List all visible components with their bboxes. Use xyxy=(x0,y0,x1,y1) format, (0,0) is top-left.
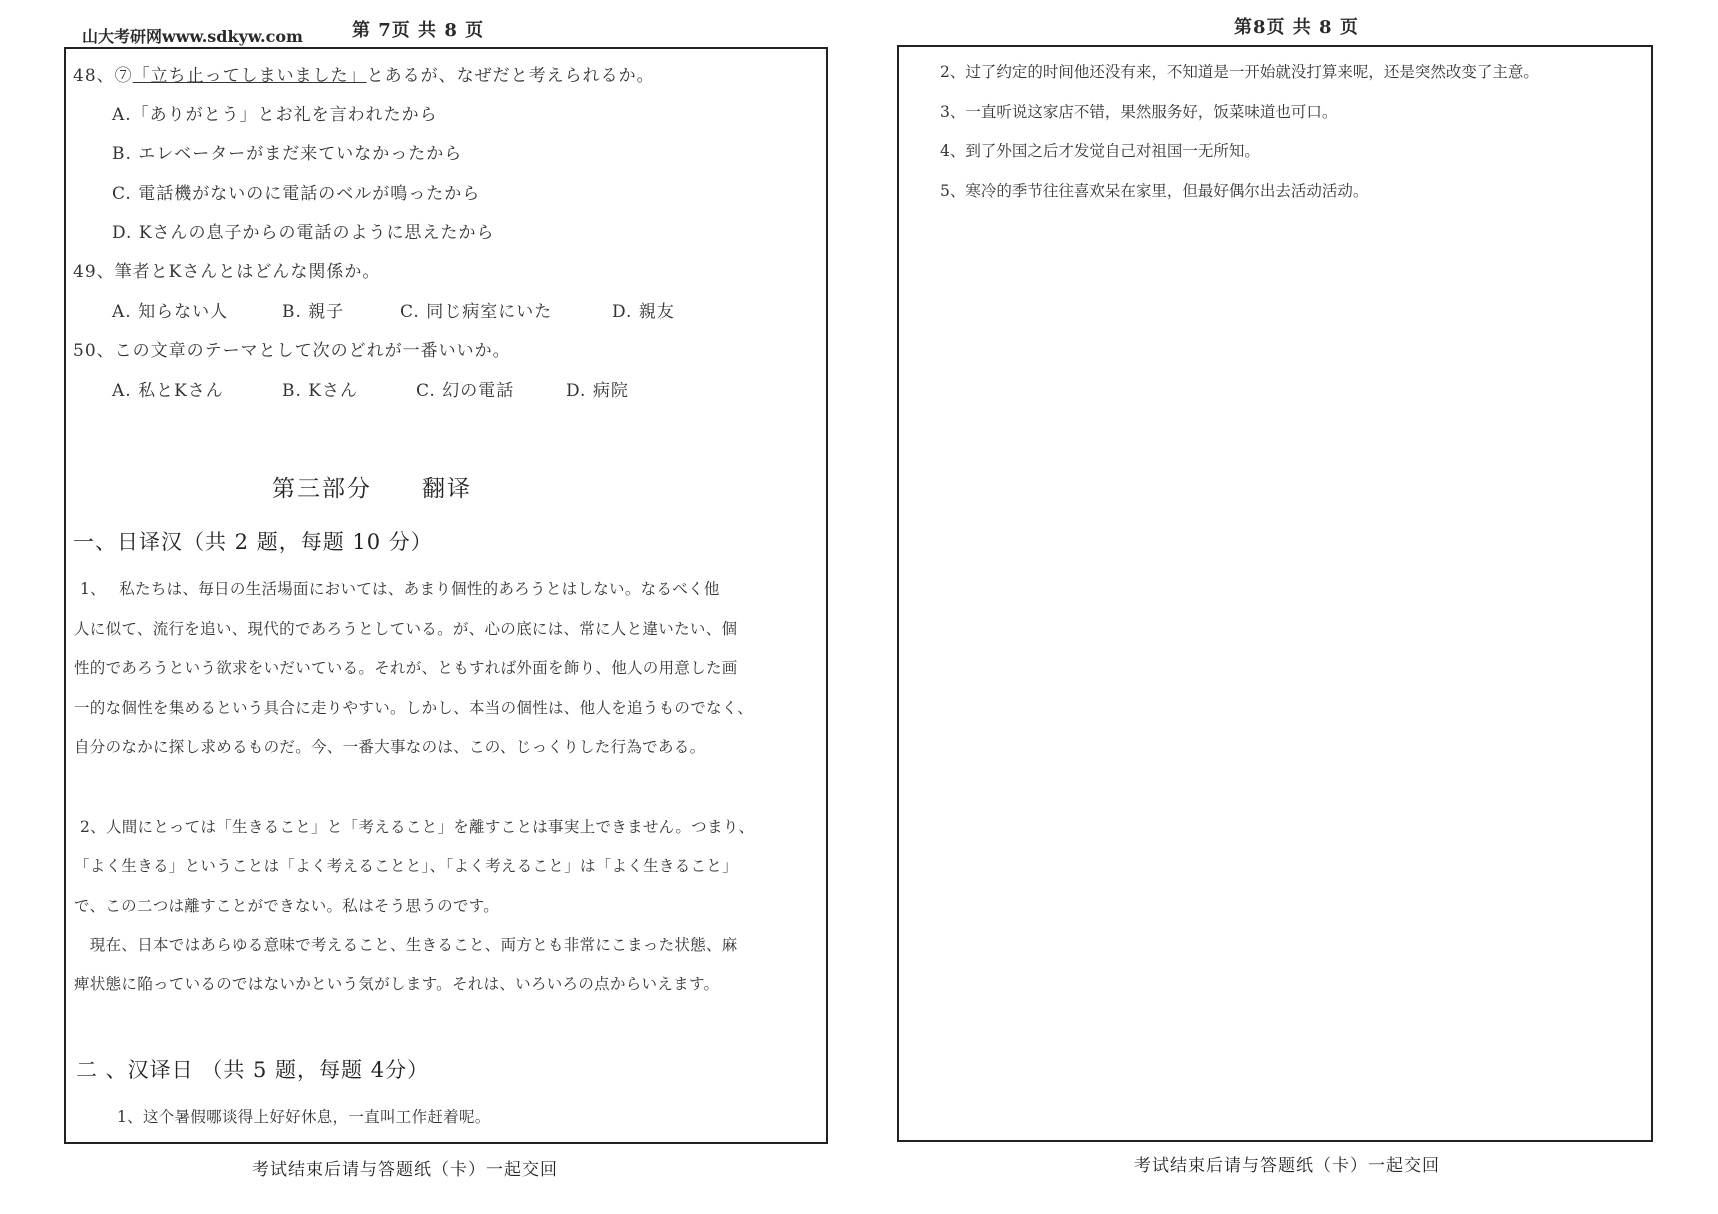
q50-option-b: B. Kさん xyxy=(282,381,359,401)
question-50: 50、この文章のテーマとして次のどれが一番いいか。 xyxy=(73,341,511,361)
right-translation-item-4: 4、到了外国之后才发觉自己对祖国一无所知。 xyxy=(940,142,1260,160)
right-translation-item-2: 2、过了约定的时间他还没有来，不知道是一开始就没打算来呢，还是突然改变了主意。 xyxy=(940,63,1539,81)
right-footer-note: 考试结束后请与答题纸（卡）一起交回 xyxy=(1134,1156,1440,1176)
q48-option-b: B. エレベーターがまだ来ていなかったから xyxy=(112,144,463,164)
right-page-number: 第8页 共 8 页 xyxy=(1234,17,1359,38)
passage-2-line-3: で、この二つは離すことができない。私はそう思うのです。 xyxy=(74,897,500,915)
translation-item-1: 1、这个暑假哪谈得上好好休息，一直叫工作赶着呢。 xyxy=(117,1108,491,1126)
passage-2-line-4: 現在、日本ではあらゆる意味で考えること、生きること、両方とも非常にこまった状態、麻 xyxy=(74,936,738,954)
q50-option-c: C. 幻の電話 xyxy=(416,381,515,401)
passage-2-line-2: 「よく生きる」ということは「よく考えることと」、「よく考えること」は「よく生きること」 xyxy=(74,857,738,875)
site-watermark: 山大考研网www.sdkyw.com xyxy=(82,27,303,46)
q48-option-c: C. 電話機がないのに電話のベルが鳴ったから xyxy=(112,184,481,204)
left-footer-note: 考试结束后请与答题纸（卡）一起交回 xyxy=(252,1160,558,1180)
question-48 xyxy=(73,61,655,86)
right-page-frame xyxy=(897,45,1653,1142)
question-49: 49、筆者とKさんとはどんな関係か。 xyxy=(73,262,381,282)
left-page-number: 第 7页 共 8 页 xyxy=(352,20,485,41)
q50-option-a: A. 私とKさん xyxy=(112,381,224,401)
part-three-title: 第三部分 翻译 xyxy=(272,476,472,502)
q49-option-a: A. 知らない人 xyxy=(112,302,229,322)
q49-option-d: D. 親友 xyxy=(612,302,675,322)
question-48-number: 48、⑦ xyxy=(73,66,133,86)
q48-option-a: A.「ありがとう」とお礼を言われたから xyxy=(112,105,438,125)
q48-option-d: D. Kさんの息子からの電話のように思えたから xyxy=(112,223,495,243)
q50-option-d: D. 病院 xyxy=(566,381,629,401)
passage-1-line-2: 人に似て、流行を追い、現代的であろうとしている。が、心の底には、常に人と違いたい、個 xyxy=(74,620,738,638)
q49-option-b: B. 親子 xyxy=(282,302,345,322)
section-zh-to-ja-title: 二 、汉译日 （共 5 题，每题 4分） xyxy=(76,1058,430,1082)
right-translation-item-5: 5、寒冷的季节往往喜欢呆在家里，但最好偶尔出去活动活动。 xyxy=(940,182,1369,200)
passage-2-line-1: 2、人間にとっては「生きること」と「考えること」を離すことは事実上できません。つまり、 xyxy=(80,818,755,836)
passage-1-line-3: 性的であろうという欲求をいだいている。それが、ともすれば外面を飾り、他人の用意した画 xyxy=(74,659,738,677)
q49-option-c: C. 同じ病室にいた xyxy=(400,302,553,322)
question-48-text: とあるが、なぜだと考えられるか。 xyxy=(366,66,655,86)
passage-1-line-1: 1、 私たちは、毎日の生活場面においては、あまり個性的あろうとはしない。なるべく他 xyxy=(80,580,720,598)
question-48-quote: 「立ち止ってしまいました」 xyxy=(132,66,367,86)
right-translation-item-3: 3、一直听说这家店不错，果然服务好，饭菜味道也可口。 xyxy=(940,103,1338,121)
passage-1-line-4: 一的な個性を集めるという具合に走りやすい。しかし、本当の個性は、他人を追うものでなく、 xyxy=(74,699,754,717)
passage-1-line-5: 自分のなかに探し求めるものだ。今、一番大事なのは、この、じっくりした行為である。 xyxy=(74,738,706,756)
section-ja-to-zh-title: 一、日译汉（共 2 题，每题 10 分） xyxy=(73,530,433,554)
passage-2-line-5: 痺状態に陥っているのではないかという気がします。それは、いろいろの点からいえます。 xyxy=(74,975,720,993)
